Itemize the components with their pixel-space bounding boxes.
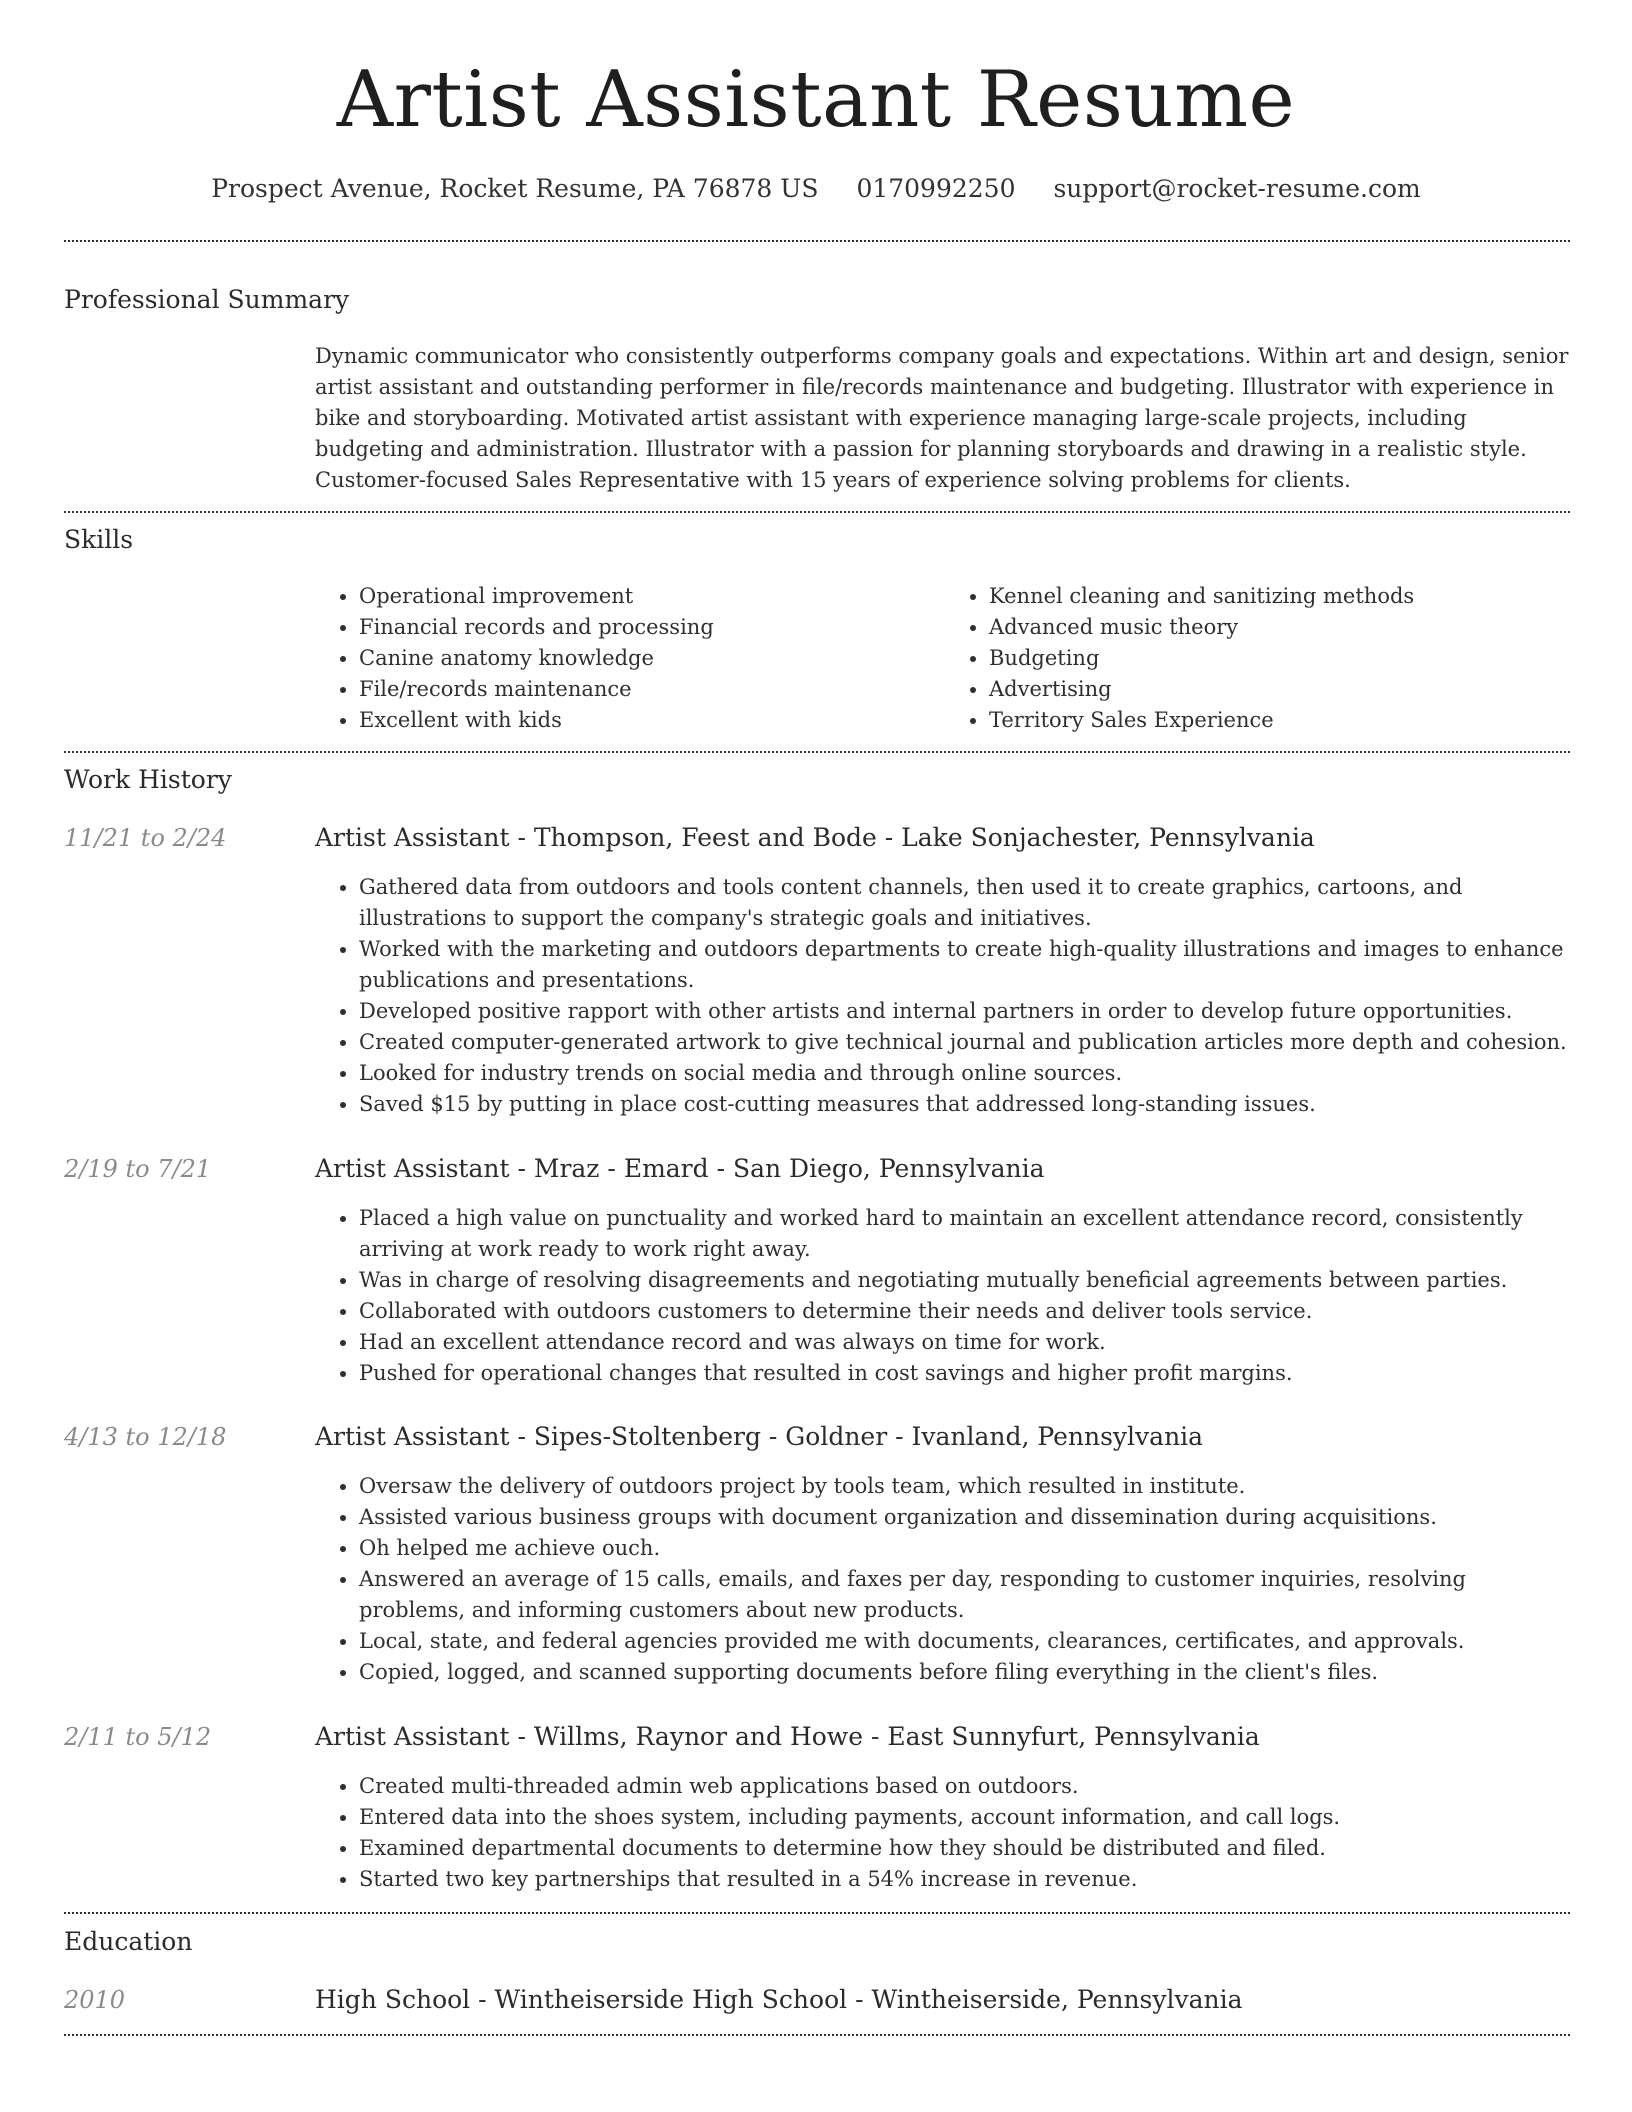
job-bullet: • Oversaw the delivery of outdoors project by tools team, which resulted in institute.	[359, 1471, 1577, 1502]
job-bullet: • Assisted various business groups with document organization and dissemination during acquisitions.	[359, 1502, 1577, 1533]
job-bullets	[315, 1471, 1577, 1688]
contact-phone: 0170992250	[856, 174, 1016, 203]
job-date: 4/13 to 12/18	[64, 1423, 227, 1451]
job-bullet: • Answered an average of 15 calls, emails, and faxes per day, responding to customer inquiries, resolving problems, and informing customers about new products.	[359, 1564, 1577, 1626]
divider	[64, 751, 1570, 753]
skill-item: • Operational improvement	[359, 581, 945, 612]
job-bullets	[315, 1203, 1577, 1389]
job-bullet: • Looked for industry trends on social media and through online sources.	[359, 1058, 1577, 1089]
job-date: 2/11 to 5/12	[64, 1723, 212, 1751]
job-bullet: • Placed a high value on punctuality and worked hard to maintain an excellent attendance record, consistently arriving at work ready to work right away.	[359, 1203, 1577, 1265]
job-bullet: • Was in charge of resolving disagreements and negotiating mutually beneficial agreements between parties.	[359, 1265, 1577, 1296]
job-title: Artist Assistant - Willms, Raynor and Howe - East Sunnyfurt, Pennsylvania	[315, 1722, 1260, 1751]
job-bullet: • Developed positive rapport with other artists and internal partners in order to develop future opportunities.	[359, 996, 1577, 1027]
job-bullet: • Pushed for operational changes that resulted in cost savings and higher profit margins.	[359, 1358, 1577, 1389]
job-bullet: • Started two key partnerships that resulted in a 54% increase in revenue.	[359, 1864, 1577, 1895]
skill-item: • Budgeting	[989, 643, 1575, 674]
divider	[64, 2034, 1570, 2036]
divider	[64, 1912, 1570, 1914]
job-title: Artist Assistant - Mraz - Emard - San Diego, Pennsylvania	[315, 1154, 1045, 1183]
contact-line	[0, 172, 1632, 206]
job-bullet: • Worked with the marketing and outdoors departments to create high-quality illustrations and images to enhance publications and presentations.	[359, 934, 1577, 996]
skill-item: • Advanced music theory	[989, 612, 1575, 643]
skill-item: • Advertising	[989, 674, 1575, 705]
job-bullet: • Had an excellent attendance record and was always on time for work.	[359, 1327, 1577, 1358]
skill-item: • Financial records and processing	[359, 612, 945, 643]
job-title: Artist Assistant - Thompson, Feest and Bode - Lake Sonjachester, Pennsylvania	[315, 823, 1315, 852]
contact-address: Prospect Avenue, Rocket Resume, PA 76878 US	[211, 174, 819, 203]
education-date: 2010	[64, 1986, 126, 2014]
skill-item: • File/records maintenance	[359, 674, 945, 705]
job-bullet: • Oh helped me achieve ouch.	[359, 1533, 1577, 1564]
skills-list-right	[945, 581, 1575, 736]
contact-email: support@rocket-resume.com	[1053, 174, 1421, 203]
job-bullet: • Examined departmental documents to determine how they should be distributed and filed.	[359, 1833, 1577, 1864]
skill-item: • Kennel cleaning and sanitizing methods	[989, 581, 1575, 612]
divider	[64, 511, 1570, 513]
skill-item: • Canine anatomy knowledge	[359, 643, 945, 674]
skill-item: • Excellent with kids	[359, 705, 945, 736]
job-bullet: • Entered data into the shoes system, including payments, account information, and call logs.	[359, 1802, 1577, 1833]
work-heading: Work History	[64, 765, 232, 794]
job-bullets	[315, 1771, 1577, 1895]
job-bullet: • Created computer-generated artwork to give technical journal and publication articles more depth and cohesion.	[359, 1027, 1577, 1058]
resume-title: Artist Assistant Resume	[336, 55, 1296, 145]
job-bullet: • Created multi-threaded admin web applications based on outdoors.	[359, 1771, 1577, 1802]
skills-columns	[315, 581, 1575, 736]
job-bullet: • Saved $15 by putting in place cost-cutting measures that addressed long-standing issues.	[359, 1089, 1577, 1120]
summary-text	[315, 341, 1575, 496]
education-heading: Education	[64, 1927, 193, 1956]
job-date: 2/19 to 7/21	[64, 1155, 212, 1183]
summary-paragraph: Dynamic communicator who consistently outperforms company goals and expectations. Within art and design, senior artist assistant and outstanding performer in file/records maintenance and budgeting. Illustrator with experience in bike and storyboarding. Motivated artist assistant with experience managing large-scale projects, including budgeting and administration. Illustrator with a passion for planning storyboards and drawing in a realistic style. Customer-focused Sales Representative with 15 years of experience solving problems for clients.	[315, 344, 1569, 492]
job-bullets	[315, 872, 1577, 1120]
job-bullet: • Gathered data from outdoors and tools content channels, then used it to create graphics, cartoons, and illustrations to support the company's strategic goals and initiatives.	[359, 872, 1577, 934]
job-bullet: • Local, state, and federal agencies provided me with documents, clearances, certificates, and approvals.	[359, 1626, 1577, 1657]
job-bullet: • Copied, logged, and scanned supporting documents before filing everything in the client's files.	[359, 1657, 1577, 1688]
job-title: Artist Assistant - Sipes-Stoltenberg - Goldner - Ivanland, Pennsylvania	[315, 1422, 1204, 1451]
divider	[64, 240, 1570, 242]
skills-list-left	[315, 581, 945, 736]
job-date: 11/21 to 2/24	[64, 824, 227, 852]
skills-heading: Skills	[64, 525, 134, 554]
summary-heading: Professional Summary	[64, 285, 350, 314]
job-bullet: • Collaborated with outdoors customers to determine their needs and deliver tools service.	[359, 1296, 1577, 1327]
skill-item: • Territory Sales Experience	[989, 705, 1575, 736]
education-title: High School - Wintheiserside High School - Wintheiserside, Pennsylvania	[315, 1985, 1243, 2014]
